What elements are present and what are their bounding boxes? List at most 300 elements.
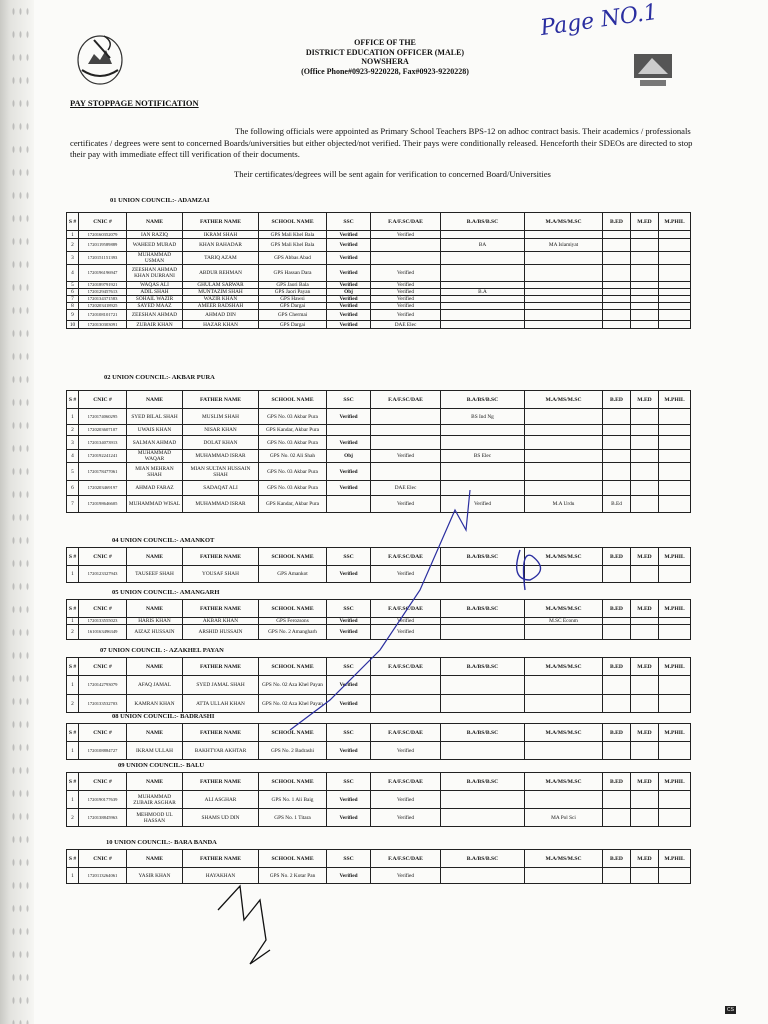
table-header-row [67, 773, 691, 791]
cell-ma-ms-msc: M.A Urdu [525, 496, 603, 513]
cell-med [631, 742, 659, 760]
cell-name: IKRAM ULLAH [127, 742, 183, 760]
cell-cnic: 1720123327943 [79, 566, 127, 583]
cell-cnic: 1720138845963 [79, 809, 127, 827]
cell-school-name: GPS Hassan Dara [259, 265, 327, 282]
cell-ssc: Verified [327, 695, 371, 713]
cell-father-name: GHULAM SARWAR [183, 282, 259, 289]
column-header-name: NAME [127, 213, 183, 231]
cell-father-name: ATTA ULLAH KHAN [183, 695, 259, 713]
cell-s-no: 1 [67, 791, 79, 809]
cell-cnic: 1610163496349 [79, 625, 127, 640]
cell-father-name: AHMAD DIN [183, 310, 259, 321]
column-header-ma-ms-msc: M.A/MS/M.SC [525, 548, 603, 566]
union-council-title: 08 UNION COUNCIL:- BADRASHI [112, 713, 215, 720]
column-header-ba-bs-bsc: B.A/BS/B.SC [441, 658, 525, 676]
column-header-bed: B.ED [603, 850, 631, 868]
cell-cnic: 1720130303091 [79, 321, 127, 329]
cell-mphil [659, 463, 691, 481]
cell-med [631, 496, 659, 513]
cell-ma-ms-msc: MA Islamiyat [525, 239, 603, 252]
cell-med [631, 425, 659, 436]
cell-ssc: Verified [327, 239, 371, 252]
cell-med [631, 436, 659, 450]
cell-mphil [659, 425, 691, 436]
cell-fa-fsc-dae: Verified [371, 618, 441, 625]
column-header-father-name: FATHER NAME [183, 773, 259, 791]
table-row [67, 310, 691, 321]
cell-s-no: 10 [67, 321, 79, 329]
cell-school-name: GPS No. 03 Akbar Pura [259, 436, 327, 450]
column-header-med: M.ED [631, 850, 659, 868]
cell-ma-ms-msc [525, 296, 603, 303]
department-logo [632, 50, 674, 90]
cell-school-name: GPS Chermai [259, 310, 327, 321]
column-header-ssc: SSC [327, 724, 371, 742]
cell-name: HARIS KHAN [127, 618, 183, 625]
cell-s-no: 3 [67, 252, 79, 265]
column-header-ba-bs-bsc: B.A/BS/B.SC [441, 773, 525, 791]
cell-fa-fsc-dae [371, 409, 441, 425]
cell-ba-bs-bsc [441, 809, 525, 827]
cell-cnic: 1720178477061 [79, 463, 127, 481]
cell-ssc: Verified [327, 868, 371, 884]
column-header-father-name: FATHER NAME [183, 391, 259, 409]
scanner-tag: CS [727, 1007, 734, 1013]
cell-fa-fsc-dae [371, 239, 441, 252]
cell-mphil [659, 409, 691, 425]
column-header-father-name: FATHER NAME [183, 548, 259, 566]
column-header-ma-ms-msc: M.A/MS/M.SC [525, 391, 603, 409]
cell-father-name: ARSHID HUSSAIN [183, 625, 259, 640]
cell-ssc: Verified [327, 463, 371, 481]
column-header-fa-fsc-dae: F.A/F.SC/DAE [371, 600, 441, 618]
cell-ma-ms-msc [525, 252, 603, 265]
cell-med [631, 868, 659, 884]
cell-bed [603, 282, 631, 289]
cell-ssc: Verified [327, 282, 371, 289]
cell-s-no: 2 [67, 695, 79, 713]
cell-bed [603, 231, 631, 239]
cell-cnic: 1720192241241 [79, 450, 127, 463]
column-header-ma-ms-msc: M.A/MS/M.SC [525, 213, 603, 231]
cell-med [631, 409, 659, 425]
cell-school-name: GPS Hawsi [259, 296, 327, 303]
cell-s-no: 2 [67, 239, 79, 252]
cell-ma-ms-msc: M.SC Econm [525, 618, 603, 625]
column-header-med: M.ED [631, 658, 659, 676]
column-header-cnic: CNIC # [79, 724, 127, 742]
cell-fa-fsc-dae: Verified [371, 310, 441, 321]
cell-father-name: MUNTAZIM SHAH [183, 289, 259, 296]
cell-name: MUHAMMAD WAQAR [127, 450, 183, 463]
cell-school-name: GPS No. 1 Titara [259, 809, 327, 827]
cell-father-name: AKBAR KHAN [183, 618, 259, 625]
cell-school-name: GPS Abbas Abad [259, 252, 327, 265]
column-header-name: NAME [127, 548, 183, 566]
cell-bed [603, 303, 631, 310]
cell-fa-fsc-dae: Verified [371, 450, 441, 463]
column-header-school-name: SCHOOL NAME [259, 724, 327, 742]
cell-fa-fsc-dae: Verified [371, 809, 441, 827]
cell-mphil [659, 289, 691, 296]
cell-mphil [659, 282, 691, 289]
cell-med [631, 296, 659, 303]
cell-father-name: AMEER BADSHAH [183, 303, 259, 310]
cell-mphil [659, 303, 691, 310]
cell-school-name: GPS Kandar, Akbar Pura [259, 496, 327, 513]
column-header-ba-bs-bsc: B.A/BS/B.SC [441, 213, 525, 231]
column-header-school-name: SCHOOL NAME [259, 391, 327, 409]
table-row [67, 289, 691, 296]
cell-mphil [659, 676, 691, 695]
cell-school-name: GPS No. 03 Akbar Pura [259, 463, 327, 481]
cell-mphil [659, 310, 691, 321]
cell-med [631, 625, 659, 640]
column-header-mphil: M.PHIL [659, 724, 691, 742]
cell-bed [603, 436, 631, 450]
cell-name: MUHAMMAD USMAN [127, 252, 183, 265]
cell-name: KAMRAN KHAN [127, 695, 183, 713]
kpk-emblem-logo [74, 30, 126, 88]
cell-ba-bs-bsc [441, 310, 525, 321]
cell-mphil [659, 496, 691, 513]
table-row [67, 409, 691, 425]
cell-fa-fsc-dae: DAE Elec [371, 481, 441, 496]
cell-s-no: 1 [67, 676, 79, 695]
column-header-ba-bs-bsc: B.A/BS/B.SC [441, 600, 525, 618]
header-line1: OFFICE OF THE [354, 38, 416, 47]
column-header-s-no: S # [67, 391, 79, 409]
cell-ba-bs-bsc [441, 296, 525, 303]
column-header-bed: B.ED [603, 548, 631, 566]
cell-ba-bs-bsc [441, 252, 525, 265]
cell-ma-ms-msc [525, 310, 603, 321]
cell-mphil [659, 239, 691, 252]
cell-s-no: 9 [67, 310, 79, 321]
cell-school-name: GPS Dargai [259, 321, 327, 329]
cell-fa-fsc-dae: DAE Elec [371, 321, 441, 329]
column-header-fa-fsc-dae: F.A/F.SC/DAE [371, 850, 441, 868]
column-header-mphil: M.PHIL [659, 658, 691, 676]
column-header-ssc: SSC [327, 773, 371, 791]
column-header-father-name: FATHER NAME [183, 213, 259, 231]
column-header-name: NAME [127, 391, 183, 409]
cell-mphil [659, 265, 691, 282]
cell-ssc: Verified [327, 409, 371, 425]
cell-ba-bs-bsc [441, 265, 525, 282]
cell-bed [603, 265, 631, 282]
cell-cnic: 1720160352079 [79, 231, 127, 239]
cell-ssc: Verified [327, 310, 371, 321]
column-header-ssc: SSC [327, 213, 371, 231]
table-row [67, 265, 691, 282]
cell-bed [603, 409, 631, 425]
table-row [67, 436, 691, 450]
column-header-med: M.ED [631, 773, 659, 791]
column-header-med: M.ED [631, 548, 659, 566]
column-header-bed: B.ED [603, 600, 631, 618]
cell-med [631, 231, 659, 239]
cell-mphil [659, 868, 691, 884]
column-header-cnic: CNIC # [79, 658, 127, 676]
cell-ba-bs-bsc: BS Elec [441, 450, 525, 463]
cell-ba-bs-bsc: BS Ind Ng [441, 409, 525, 425]
table-row [67, 282, 691, 289]
table-row [67, 231, 691, 239]
cell-s-no: 1 [67, 868, 79, 884]
cell-bed [603, 425, 631, 436]
cell-s-no: 2 [67, 809, 79, 827]
cell-father-name: MUHAMMAD ISRAR [183, 496, 259, 513]
cell-father-name: SHAMS UD DIN [183, 809, 259, 827]
cell-ssc: Verified [327, 265, 371, 282]
cell-school-name: GPS No. 2 Amangharh [259, 625, 327, 640]
cell-school-name: GPS Ferozsons [259, 618, 327, 625]
table-row [67, 425, 691, 436]
cell-ssc: Verified [327, 618, 371, 625]
column-header-fa-fsc-dae: F.A/F.SC/DAE [371, 213, 441, 231]
column-header-fa-fsc-dae: F.A/F.SC/DAE [371, 548, 441, 566]
cell-name: ZEESHAN AHMAD [127, 310, 183, 321]
cell-ssc: Verified [327, 436, 371, 450]
cell-ba-bs-bsc [441, 791, 525, 809]
cell-mphil [659, 481, 691, 496]
column-header-ssc: SSC [327, 850, 371, 868]
column-header-med: M.ED [631, 213, 659, 231]
column-header-s-no: S # [67, 658, 79, 676]
cell-fa-fsc-dae [371, 252, 441, 265]
cell-bed [603, 809, 631, 827]
cell-name: SALMAN AHMAD [127, 436, 183, 450]
cell-med [631, 566, 659, 583]
column-header-ba-bs-bsc: B.A/BS/B.SC [441, 724, 525, 742]
column-header-ma-ms-msc: M.A/MS/M.SC [525, 850, 603, 868]
union-council-title: 07 UNION COUNCIL :- AZAKHEL PAYAN [100, 647, 224, 654]
cell-cnic: 1720203469197 [79, 481, 127, 496]
column-header-mphil: M.PHIL [659, 773, 691, 791]
cell-cnic: 1720119589889 [79, 239, 127, 252]
column-header-mphil: M.PHIL [659, 548, 691, 566]
column-header-father-name: FATHER NAME [183, 724, 259, 742]
table-row [67, 321, 691, 329]
cell-cnic: 1720189791921 [79, 282, 127, 289]
cell-mphil [659, 321, 691, 329]
cell-name: WAHEED MURAD [127, 239, 183, 252]
cell-fa-fsc-dae: Verified [371, 296, 441, 303]
cell-s-no: 8 [67, 303, 79, 310]
column-header-bed: B.ED [603, 658, 631, 676]
verification-note: Their certificates/degrees will be sent again for verification to concerned Board/Universities [234, 169, 551, 179]
cell-bed [603, 321, 631, 329]
cell-med [631, 265, 659, 282]
union-council-title: 10 UNION COUNCIL:- BARA BANDA [106, 839, 217, 846]
teachers-table [66, 849, 691, 884]
column-header-ma-ms-msc: M.A/MS/M.SC [525, 658, 603, 676]
teachers-table [66, 772, 691, 827]
cell-cnic: 1720198646605 [79, 496, 127, 513]
signature-mark [270, 470, 610, 770]
column-header-name: NAME [127, 600, 183, 618]
cell-s-no: 2 [67, 425, 79, 436]
column-header-cnic: CNIC # [79, 850, 127, 868]
cell-s-no: 6 [67, 481, 79, 496]
column-header-school-name: SCHOOL NAME [259, 600, 327, 618]
column-header-school-name: SCHOOL NAME [259, 850, 327, 868]
cell-ssc: Verified [327, 625, 371, 640]
cell-father-name: TARIQ AZAM [183, 252, 259, 265]
cell-cnic: 1720133532703 [79, 695, 127, 713]
cell-cnic: 1720203418925 [79, 303, 127, 310]
cell-s-no: 3 [67, 436, 79, 450]
cell-fa-fsc-dae: Verified [371, 303, 441, 310]
cell-school-name: GPS Mali Khel Bala [259, 231, 327, 239]
cell-bed [603, 289, 631, 296]
cell-cnic: 1720203607107 [79, 425, 127, 436]
cell-cnic: 1720108884727 [79, 742, 127, 760]
cell-ssc: Verified [327, 481, 371, 496]
cell-name: AFAQ JAMAL [127, 676, 183, 695]
column-header-s-no: S # [67, 850, 79, 868]
cell-fa-fsc-dae: Verified [371, 231, 441, 239]
cell-ba-bs-bsc [441, 282, 525, 289]
cell-ma-ms-msc [525, 450, 603, 463]
cell-ssc: Verified [327, 296, 371, 303]
cell-father-name: SYED JAMAL SHAH [183, 676, 259, 695]
cell-med [631, 289, 659, 296]
cell-bed [603, 239, 631, 252]
cell-father-name: WAZIR KHAN [183, 296, 259, 303]
cell-school-name: GPS No. 02 Aza Khel Payan [259, 676, 327, 695]
cell-mphil [659, 296, 691, 303]
cell-ba-bs-bsc [441, 425, 525, 436]
column-header-name: NAME [127, 658, 183, 676]
cell-fa-fsc-dae: Verified [371, 791, 441, 809]
cell-fa-fsc-dae: Verified [371, 265, 441, 282]
cell-school-name: GPS Amankot [259, 566, 327, 583]
cell-father-name: HAZAR KHAN [183, 321, 259, 329]
table-row [67, 239, 691, 252]
column-header-mphil: M.PHIL [659, 391, 691, 409]
cell-ssc: Verified [327, 676, 371, 695]
cell-ba-bs-bsc [441, 436, 525, 450]
cell-fa-fsc-dae: Verified [371, 289, 441, 296]
cell-name: AIZAZ HUSSAIN [127, 625, 183, 640]
cell-name: MUHAMMAD ZUBAIR ASGHAR [127, 791, 183, 809]
cell-ssc [327, 425, 371, 436]
union-council-title: 04 UNION COUNCIL:- AMANKOT [112, 537, 215, 544]
cell-s-no: 5 [67, 282, 79, 289]
cell-father-name: MUSLIM SHAH [183, 409, 259, 425]
header-line3: NOWSHERA [361, 57, 409, 66]
cell-school-name: GPS No. 2 Kotar Pan [259, 868, 327, 884]
cell-mphil [659, 618, 691, 625]
column-header-fa-fsc-dae: F.A/F.SC/DAE [371, 724, 441, 742]
cell-father-name: SADAQAT ALI [183, 481, 259, 496]
cell-name: MIAN MEHRAN SHAH [127, 463, 183, 481]
table-row [67, 296, 691, 303]
cell-med [631, 791, 659, 809]
cell-ma-ms-msc [525, 409, 603, 425]
cell-ma-ms-msc [525, 321, 603, 329]
cell-mphil [659, 742, 691, 760]
cell-ssc: Verified [327, 742, 371, 760]
cell-mphil [659, 231, 691, 239]
cell-name: SOHAIL WAZIR [127, 296, 183, 303]
cell-ma-ms-msc [525, 265, 603, 282]
cell-med [631, 463, 659, 481]
cell-fa-fsc-dae: Verified [371, 282, 441, 289]
cell-med [631, 481, 659, 496]
notification-paragraph: The following officials were appointed as Primary School Teachers BPS-12 on adhoc contract basis. Their academics / professionals certificates / degrees were sent to concerned Boards/universities but either objected/not verified. Their pays were conditionally released. Henceforth their SDEOs are directed to stop their pay with immediate effect till verification of their documents. [70, 126, 693, 159]
column-header-bed: B.ED [603, 213, 631, 231]
table-header-row [67, 213, 691, 231]
cell-father-name: YOUSAF SHAH [183, 566, 259, 583]
column-header-med: M.ED [631, 600, 659, 618]
column-header-s-no: S # [67, 600, 79, 618]
column-header-cnic: CNIC # [79, 773, 127, 791]
cell-s-no: 7 [67, 296, 79, 303]
cell-name: TAUSEEF SHAH [127, 566, 183, 583]
cell-s-no: 6 [67, 289, 79, 296]
column-header-ssc: SSC [327, 391, 371, 409]
cell-fa-fsc-dae: Verified [371, 566, 441, 583]
cell-bed [603, 868, 631, 884]
column-header-ssc: SSC [327, 658, 371, 676]
column-header-s-no: S # [67, 548, 79, 566]
cell-ssc: Verified [327, 791, 371, 809]
cell-school-name: GPS Jaori Bala [259, 282, 327, 289]
column-header-med: M.ED [631, 391, 659, 409]
cell-ssc: Verified [327, 566, 371, 583]
cell-father-name: IKRAM SHAH [183, 231, 259, 239]
cell-ma-ms-msc [525, 425, 603, 436]
cell-name: ZUBAIR KHAN [127, 321, 183, 329]
column-header-father-name: FATHER NAME [183, 600, 259, 618]
cell-ma-ms-msc [525, 289, 603, 296]
cell-name: SYED BILAL SHAH [127, 409, 183, 425]
column-header-father-name: FATHER NAME [183, 658, 259, 676]
table-row [67, 868, 691, 884]
notification-title: PAY STOPPAGE NOTIFICATION [70, 98, 199, 108]
cell-ba-bs-bsc [441, 321, 525, 329]
cell-mphil [659, 809, 691, 827]
column-header-name: NAME [127, 773, 183, 791]
column-header-school-name: SCHOOL NAME [259, 548, 327, 566]
cell-school-name: GPS No. 02 Ali Shah [259, 450, 327, 463]
cell-cnic: 1720113264061 [79, 868, 127, 884]
cell-father-name: DOLAT KHAN [183, 436, 259, 450]
cell-school-name: GPS No. 1 Ali Baig [259, 791, 327, 809]
cell-father-name: ABDUR REHMAN [183, 265, 259, 282]
cell-s-no: 4 [67, 450, 79, 463]
column-header-bed: B.ED [603, 773, 631, 791]
cell-ba-bs-bsc [441, 231, 525, 239]
cell-cnic: 1720190177639 [79, 791, 127, 809]
table-header-row [67, 391, 691, 409]
teachers-table [66, 212, 691, 329]
cell-cnic: 1720133555023 [79, 618, 127, 625]
cell-cnic: 1720151151393 [79, 252, 127, 265]
cell-cnic: 1720129457613 [79, 289, 127, 296]
cell-ba-bs-bsc [441, 868, 525, 884]
cell-ssc: Obj [327, 450, 371, 463]
cell-school-name: GPS No. 03 Akbar Pura [259, 481, 327, 496]
cell-mphil [659, 695, 691, 713]
table-row [67, 809, 691, 827]
cell-mphil [659, 252, 691, 265]
cell-bed [603, 252, 631, 265]
